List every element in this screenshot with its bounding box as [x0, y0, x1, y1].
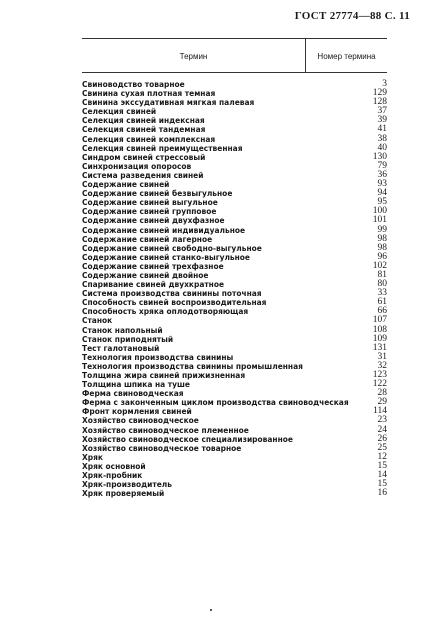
term-number-cell: 25 [377, 442, 387, 453]
term-cell: Свинина экссудативная мягкая палевая [82, 97, 255, 108]
term-number-cell: 32 [377, 360, 387, 371]
term-number-cell: 36 [377, 169, 387, 180]
term-cell: Хозяйство свиноводческое племенное [82, 424, 249, 435]
term-cell: Фронт кормления свиней [82, 406, 192, 417]
term-number-cell: 12 [377, 451, 387, 462]
term-cell: Селекция свиней преимущественная [82, 142, 243, 153]
term-cell: Технология производства свинины [82, 351, 234, 362]
term-number-cell: 61 [377, 297, 387, 308]
page-mark [210, 609, 212, 611]
term-cell: Содержание свиней станко-выгульное [82, 251, 250, 262]
term-number-cell: 37 [377, 106, 387, 117]
term-number-cell: 114 [373, 406, 387, 417]
term-cell: Станок приподнятый [82, 333, 174, 344]
term-cell: Содержание свиней групповое [82, 206, 217, 217]
term-number-cell: 23 [377, 415, 387, 426]
term-number-cell: 100 [372, 206, 387, 217]
term-cell: Содержание свиней двойное [82, 269, 209, 280]
term-number-cell: 29 [377, 397, 387, 408]
term-number-cell: 41 [377, 124, 387, 135]
term-number-cell: 15 [377, 479, 387, 490]
term-cell: Станок [82, 315, 113, 326]
term-number-cell: 99 [377, 224, 387, 235]
term-cell: Селекция свиней [82, 106, 157, 117]
term-number-cell: 101 [372, 215, 387, 226]
term-number-cell: 123 [372, 370, 387, 380]
term-number-cell: 108 [372, 324, 387, 335]
term-cell: Содержание свиней свободно-выгульное [82, 242, 262, 253]
term-cell: Содержание свиней двухфазное [82, 215, 225, 226]
term-cell: Хозяйство свиноводческое [82, 415, 199, 426]
term-cell: Содержание свиней лагерное [82, 233, 213, 244]
term-number-cell: 26 [377, 433, 387, 444]
term-cell: Ферма свиноводческая [82, 388, 184, 399]
term-cell: Свиноводство товарное [82, 79, 185, 89]
term-cell: Селекция свиней комплексная [82, 133, 216, 144]
term-number-cell: 39 [377, 115, 387, 126]
page-header: ГОСТ 27774—88 С. 11 [294, 10, 410, 22]
term-cell: Система производства свинины поточная [82, 288, 262, 299]
term-number-cell: 81 [377, 269, 387, 280]
term-cell: Содержание свиней [82, 179, 170, 190]
term-cell: Толщина жира свиней прижизненная [82, 370, 246, 380]
term-cell: Содержание свиней трехфазное [82, 260, 224, 271]
term-number-cell: 130 [372, 151, 387, 162]
column-header-term: Термин [179, 52, 208, 61]
term-cell: Синхронизация опоросов [82, 160, 192, 171]
table-top-rule [82, 38, 387, 39]
term-number-cell: 80 [377, 279, 387, 290]
table-row [82, 444, 387, 453]
term-number-cell: 15 [377, 460, 387, 471]
term-number-cell: 93 [377, 179, 387, 190]
term-cell: Тест галотановый [82, 342, 160, 353]
term-number-cell: 131 [372, 342, 387, 353]
term-cell: Свинина сухая плотная темная [82, 88, 216, 99]
term-cell: Селекция свиней тандемная [82, 124, 206, 135]
term-number-cell: 24 [377, 424, 387, 435]
table-row [82, 489, 387, 498]
term-cell: Содержание свиней безвыгульное [82, 188, 233, 199]
term-number-cell: 14 [377, 470, 387, 481]
term-number-cell: 122 [372, 379, 387, 390]
term-number-cell: 28 [377, 388, 387, 399]
column-header-number: Номер термина [317, 52, 376, 61]
term-cell: Хозяйство свиноводческое товарное [82, 442, 242, 453]
term-number-cell: 3 [382, 79, 387, 89]
term-number-cell: 109 [372, 333, 387, 344]
term-number-cell: 98 [377, 242, 387, 253]
term-cell: Содержание свиней индивидуальное [82, 224, 246, 235]
term-number-cell: 129 [372, 88, 387, 99]
term-cell: Хряк [82, 451, 103, 462]
term-number-cell: 107 [372, 315, 387, 326]
term-number-cell: 102 [372, 260, 387, 271]
term-cell: Система разведения свиней [82, 169, 204, 180]
term-number-cell: 38 [377, 133, 387, 144]
term-number-cell: 16 [377, 488, 387, 499]
term-cell: Толщина шпика на туше [82, 379, 190, 390]
term-cell: Хряк-производитель [82, 479, 172, 490]
term-cell: Ферма с законченным циклом производства свиноводческая [82, 397, 349, 408]
term-number-cell: 31 [377, 351, 387, 362]
term-cell: Хряк основной [82, 460, 146, 471]
term-number-cell: 94 [377, 188, 387, 199]
term-number-cell: 79 [377, 160, 387, 171]
term-number-cell: 95 [377, 197, 387, 208]
term-cell: Синдром свиней стрессовый [82, 151, 206, 162]
term-cell: Хряк-пробник [82, 470, 143, 481]
term-number-cell: 40 [377, 142, 387, 153]
table-row [82, 307, 387, 316]
table-rows [82, 80, 387, 498]
term-number-cell: 96 [377, 251, 387, 262]
term-number-cell: 98 [377, 233, 387, 244]
term-number-cell: 66 [377, 306, 387, 317]
term-cell: Способность свиней воспроизводительная [82, 297, 267, 308]
term-cell: Селекция свиней индексная [82, 115, 205, 126]
term-number-cell: 128 [372, 97, 387, 108]
term-cell: Технология производства свинины промышленная [82, 360, 303, 371]
term-cell: Содержание свиней выгульное [82, 197, 218, 208]
term-cell: Хряк проверяемый [82, 488, 165, 499]
term-cell: Хозяйство свиноводческое специализированное [82, 433, 293, 444]
term-cell: Способность хряка оплодотворяющая [82, 306, 249, 317]
term-number-cell: 33 [377, 288, 387, 299]
term-cell: Станок напольный [82, 324, 163, 335]
term-cell: Спаривание свиней двухкратное [82, 279, 225, 290]
header-bottom-rule [82, 72, 387, 73]
